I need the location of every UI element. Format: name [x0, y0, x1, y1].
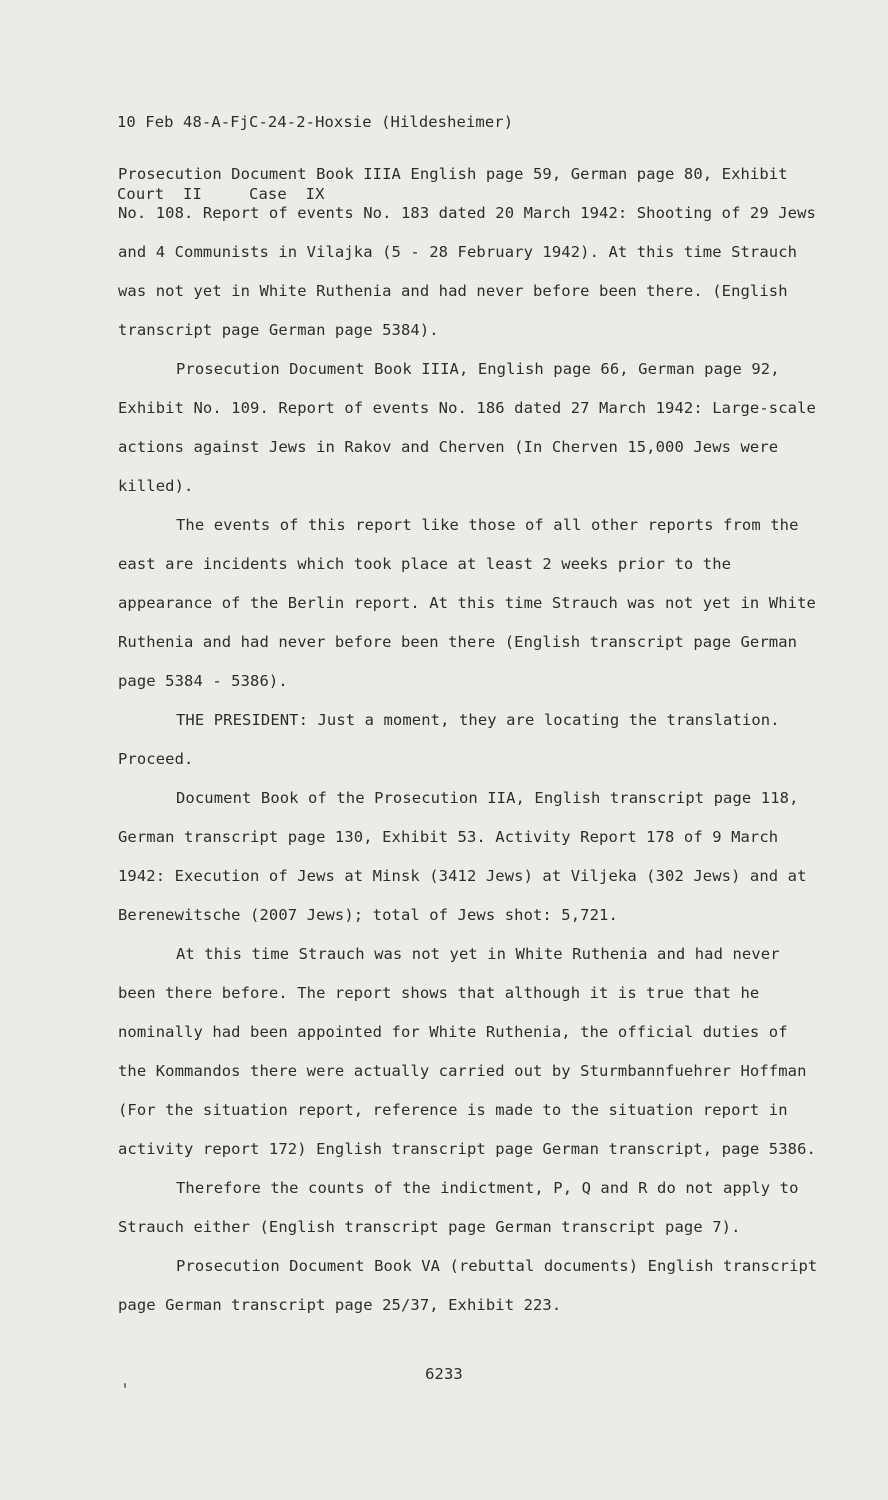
paragraph-7: Therefore the counts of the indictment, P, Q and R do not apply to Strauch either (English transcript page German transcript page 7).: [118, 1179, 799, 1236]
paragraph-3: The events of this report like those of all other reports from the east are incidents which took place at least 2 weeks prior to the appearance of the Berlin report. At this time Strauch was not yet in White Ruthenia and had never before been there (English transcript page German page 5384 - 5386).: [118, 516, 816, 690]
ink-speck: [124, 1383, 126, 1388]
paragraph-1: Prosecution Document Book IIIA English page 59, German page 80, Exhibit No. 108. Report of events No. 183 dated 20 March 1942: Shooting of 29 Jews and 4 Communists in Vilajka (5 - 28 February 1942). At this time Strauch was not yet in White Ruthenia and had never before been there. (English transcript page German page 5384).: [118, 165, 816, 339]
paragraph-4: THE PRESIDENT: Just a moment, they are locating the translation. Proceed.: [118, 711, 780, 768]
paragraph-5: Document Book of the Prosecution IIA, English transcript page 118, German transcript page 130, Exhibit 53. Activity Report 178 of 9 March 1942: Execution of Jews at Minsk (3412 Jews) at Viljeka (302 Jews) and at Berenewitsche (2007 Jews); total of Jews shot: 5,721.: [118, 789, 807, 924]
paragraph-8: Prosecution Document Book VA (rebuttal documents) English transcript page German transcript page 25/37, Exhibit 223.: [118, 1257, 818, 1314]
paragraph-2: Prosecution Document Book IIIA, English page 66, German page 92, Exhibit No. 109. Report of events No. 186 dated 27 March 1942: Large-scale actions against Jews in Rakov and Cherven (In Cherven 15,000 Jews were killed).: [118, 360, 816, 495]
header-line-1: 10 Feb 48-A-FjC-24-2-Hoxsie (Hildesheimer): [117, 113, 514, 131]
page-number: 6233: [425, 1365, 463, 1383]
paragraph-6: At this time Strauch was not yet in White Ruthenia and had never been there before. The report shows that although it is true that he nominally had been appointed for White Ruthenia, the official duties of the Kommandos there were actually carried out by Sturmbannfuehrer Hoffman (For the situation report, reference is made to the situation report in activity report 172) English transcript page German transcript, page 5386.: [118, 945, 816, 1158]
header-line-2: Court II Case IX: [117, 185, 325, 203]
document-body: [118, 155, 818, 1325]
